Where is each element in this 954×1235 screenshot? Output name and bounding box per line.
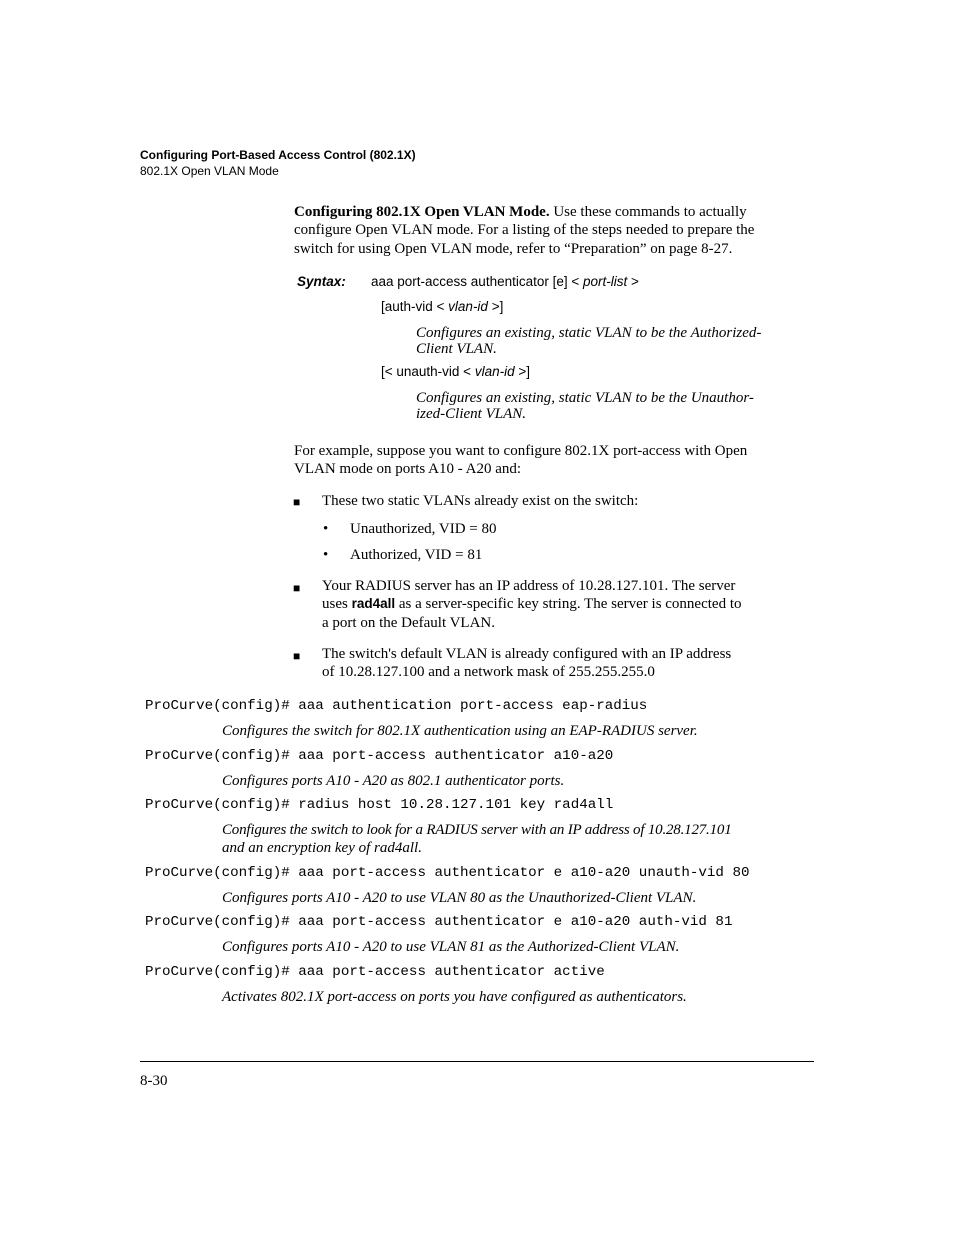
command-line: ProCurve(config)# aaa port-access authenticator e a10-a20 auth-vid 81 (145, 914, 733, 930)
unauth-vid-text: [< unauth-vid < (381, 364, 475, 379)
auth-vid-text: [auth-vid < (381, 299, 449, 314)
syntax-command-suffix: > (627, 274, 639, 289)
command-desc: Configures the switch to look for a RADIUS server with an IP address of 10.28.127.101 (222, 822, 732, 838)
syntax-command-text: aaa port-access authenticator [e] < (371, 274, 583, 289)
auth-vid-desc-2: Client VLAN. (416, 341, 497, 357)
intro-line-1 (294, 203, 747, 222)
command-desc: Configures the switch for 802.1X authentication using an EAP-RADIUS server. (222, 723, 698, 739)
syntax-auth-vid (381, 299, 503, 314)
bullet-1-text: These two static VLANs already exist on the switch: (322, 493, 639, 509)
dot-bullet-icon: • (323, 547, 329, 563)
command-line: ProCurve(config)# aaa port-access authenticator a10-a20 (145, 748, 614, 764)
bullet-3-line-1: The switch's default VLAN is already configured with an IP address (322, 646, 732, 662)
unauth-vid-suffix: >] (514, 364, 530, 379)
bullet-3-line-2: of 10.28.127.100 and a network mask of 255.255.255.0 (322, 664, 655, 680)
intro-line-3: switch for using Open VLAN mode, refer to “Preparation” on page 8-27. (294, 241, 733, 257)
syntax-label: Syntax: (297, 274, 346, 289)
unauth-vid-param: vlan-id (474, 364, 515, 379)
auth-vid-desc-1: Configures an existing, static VLAN to be the Authorized- (416, 325, 762, 341)
command-desc: Configures ports A10 - A20 to use VLAN 80 as the Unauthorized-Client VLAN. (222, 890, 697, 906)
bullet-1-sub-2: Authorized, VID = 81 (350, 547, 483, 563)
bullet-2-text-post: as a server-specific key string. The server is connected to (395, 596, 742, 612)
intro-text: Use these commands to actually (553, 204, 747, 220)
auth-vid-suffix: >] (487, 299, 504, 314)
key-string: rad4all (351, 596, 396, 611)
syntax-command (371, 274, 639, 289)
bullet-1-sub-1: Unauthorized, VID = 80 (350, 521, 497, 537)
auth-vid-param: vlan-id (448, 299, 488, 314)
dot-bullet-icon: • (323, 521, 329, 537)
command-desc-cont: and an encryption key of rad4all. (222, 840, 422, 856)
command-desc: Configures ports A10 - A20 as 802.1 authenticator ports. (222, 773, 565, 789)
bullet-2-line-3: a port on the Default VLAN. (322, 615, 496, 631)
square-bullet-icon: ■ (293, 495, 301, 509)
command-desc: Configures ports A10 - A20 to use VLAN 81 as the Authorized-Client VLAN. (222, 939, 680, 955)
syntax-unauth-vid (381, 364, 530, 379)
running-header-title: Configuring Port-Based Access Control (802.1X) (140, 148, 416, 162)
page-number: 8-30 (140, 1073, 168, 1089)
bullet-2-text-pre: uses (322, 596, 352, 612)
syntax-command-param: port-list (583, 274, 628, 289)
bullet-2-line-1: Your RADIUS server has an IP address of 10.28.127.101. The server (322, 578, 736, 594)
square-bullet-icon: ■ (293, 649, 301, 663)
command-desc: Activates 802.1X port-access on ports you have configured as authenticators. (222, 989, 687, 1005)
bullet-2-line-2 (322, 595, 742, 614)
intro-heading: Configuring 802.1X Open VLAN Mode. (294, 204, 550, 220)
command-line: ProCurve(config)# aaa port-access authenticator e a10-a20 unauth-vid 80 (145, 865, 750, 881)
unauth-vid-desc-2: ized-Client VLAN. (416, 406, 526, 422)
command-line: ProCurve(config)# radius host 10.28.127.101 key rad4all (145, 797, 614, 813)
square-bullet-icon: ■ (293, 581, 301, 595)
intro-line-2: configure Open VLAN mode. For a listing of the steps needed to prepare the (294, 222, 755, 238)
running-header-subtitle: 802.1X Open VLAN Mode (140, 164, 279, 178)
example-line-2: VLAN mode on ports A10 - A20 and: (294, 461, 522, 477)
unauth-vid-desc-1: Configures an existing, static VLAN to be the Unauthor- (416, 390, 754, 406)
footer-rule (140, 1061, 814, 1062)
example-line-1: For example, suppose you want to configure 802.1X port-access with Open (294, 443, 748, 459)
command-line: ProCurve(config)# aaa port-access authenticator active (145, 964, 605, 980)
command-line: ProCurve(config)# aaa authentication port-access eap-radius (145, 698, 648, 714)
